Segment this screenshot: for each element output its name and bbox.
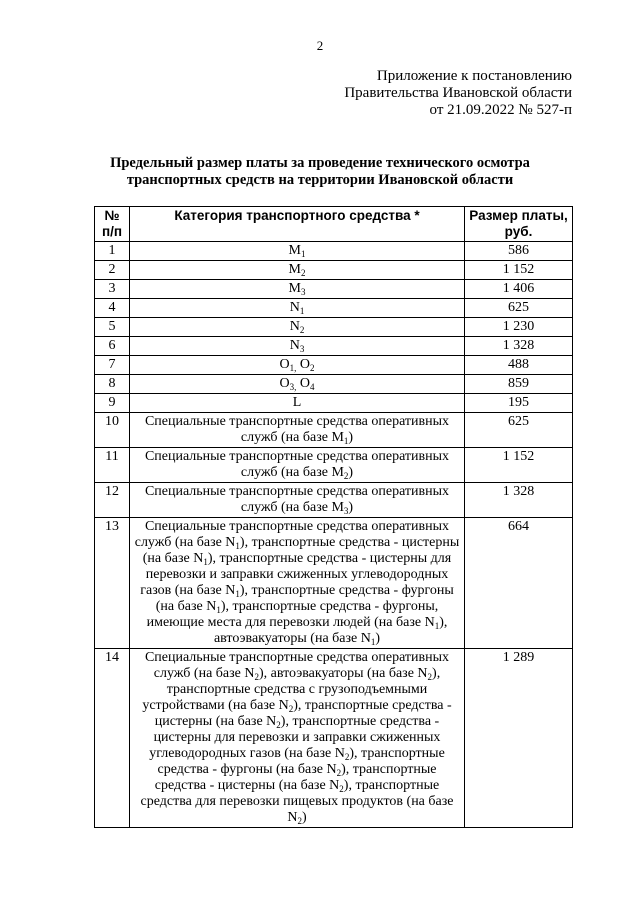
row-number: 8 <box>95 375 130 394</box>
row-category: Специальные транспортные средства оперативных служб (на базе $M_3$) <box>130 483 465 518</box>
row-fee: 1 406 <box>465 280 573 299</box>
header-fee-line-2: руб. <box>504 224 533 239</box>
row-number: 11 <box>95 448 130 483</box>
table-header-row <box>95 207 573 242</box>
row-category: L <box>130 394 465 413</box>
row-category: $M_3$ <box>130 280 465 299</box>
row-category: $N_1$ <box>130 299 465 318</box>
row-number: 12 <box>95 483 130 518</box>
document-title <box>68 155 572 189</box>
row-category: Специальные транспортные средства оперативных служб (на базе $M_1$) <box>130 413 465 448</box>
table-body <box>95 242 573 828</box>
row-category: $N_3$ <box>130 337 465 356</box>
row-category: $O_{3,}$ $O_4$ <box>130 375 465 394</box>
title-line-2: транспортных средств на территории Ивановской области <box>126 172 514 188</box>
table-row <box>95 280 573 299</box>
row-category: $O_{1,}$ $O_2$ <box>130 356 465 375</box>
fee-table <box>94 206 573 828</box>
table-row <box>95 448 573 483</box>
appendix-line-2: Правительства Ивановской области <box>344 85 572 101</box>
row-fee: 488 <box>465 356 573 375</box>
table-row <box>95 356 573 375</box>
row-fee: 1 152 <box>465 261 573 280</box>
table-row <box>95 518 573 649</box>
header-category: Категория транспортного средства * <box>130 207 465 242</box>
appendix-line-3: от 21.09.2022 № 527-п <box>429 102 572 118</box>
title-line-1: Предельный размер платы за проведение технического осмотра <box>110 155 530 171</box>
header-number-line-2: п/п <box>101 224 123 239</box>
row-number: 9 <box>95 394 130 413</box>
header-number-line-1: № <box>104 208 120 223</box>
row-category: $M_1$ <box>130 242 465 261</box>
row-number: 2 <box>95 261 130 280</box>
row-fee: 664 <box>465 518 573 649</box>
row-number: 7 <box>95 356 130 375</box>
table-row <box>95 261 573 280</box>
table-row <box>95 483 573 518</box>
appendix-line-1: Приложение к постановлению <box>376 68 572 84</box>
table-row <box>95 394 573 413</box>
table-row <box>95 318 573 337</box>
table-row <box>95 375 573 394</box>
row-fee: 859 <box>465 375 573 394</box>
row-fee: 625 <box>465 413 573 448</box>
row-category: Специальные транспортные средства оперативных служб (на базе $N_2$), автоэвакуаторы (на базе $N_2$), транспортные средства с грузоподъемными устройствами (на базе $N_2$), транспортные средства - цистерны (на базе $N_2$), транспортные средства - цистерны для перевозки и заправки сжиженных углеводородных газов (на базе $N_2$), транспортные средства - фургоны (на базе $N_2$), транспортные средства - цистерны (на базе $N_2$), транспортные средства для перевозки пищевых продуктов (на базе $N_2$) <box>130 649 465 828</box>
table-row <box>95 299 573 318</box>
row-category: Специальные транспортные средства оперативных служб (на базе $M_2$) <box>130 448 465 483</box>
row-number: 4 <box>95 299 130 318</box>
table-row <box>95 649 573 828</box>
row-fee: 1 289 <box>465 649 573 828</box>
row-fee: 1 328 <box>465 337 573 356</box>
row-category: $M_2$ <box>130 261 465 280</box>
row-fee: 195 <box>465 394 573 413</box>
row-number: 3 <box>95 280 130 299</box>
row-fee: 625 <box>465 299 573 318</box>
table-row <box>95 337 573 356</box>
row-number: 6 <box>95 337 130 356</box>
row-number: 10 <box>95 413 130 448</box>
row-category: $N_2$ <box>130 318 465 337</box>
header-fee <box>465 207 573 242</box>
table-row <box>95 413 573 448</box>
row-fee: 1 152 <box>465 448 573 483</box>
row-number: 1 <box>95 242 130 261</box>
header-number <box>95 207 130 242</box>
row-fee: 586 <box>465 242 573 261</box>
row-number: 5 <box>95 318 130 337</box>
row-fee: 1 328 <box>465 483 573 518</box>
row-number: 13 <box>95 518 130 649</box>
row-fee: 1 230 <box>465 318 573 337</box>
row-category: Специальные транспортные средства оперативных служб (на базе $N_1$), транспортные средства - цистерны (на базе $N_1$), транспортные средства - цистерны для перевозки и заправки сжиженных углеводородных газов (на базе $N_1$), транспортные средства - фургоны (на базе $N_1$), транспортные средства - фургоны, имеющие места для перевозки людей (на базе $N_1$), автоэвакуаторы (на базе $N_1$) <box>130 518 465 649</box>
row-number: 14 <box>95 649 130 828</box>
appendix-header <box>344 68 572 119</box>
header-fee-line-1: Размер платы, <box>469 208 568 223</box>
table-row <box>95 242 573 261</box>
page-number: 2 <box>316 38 324 53</box>
